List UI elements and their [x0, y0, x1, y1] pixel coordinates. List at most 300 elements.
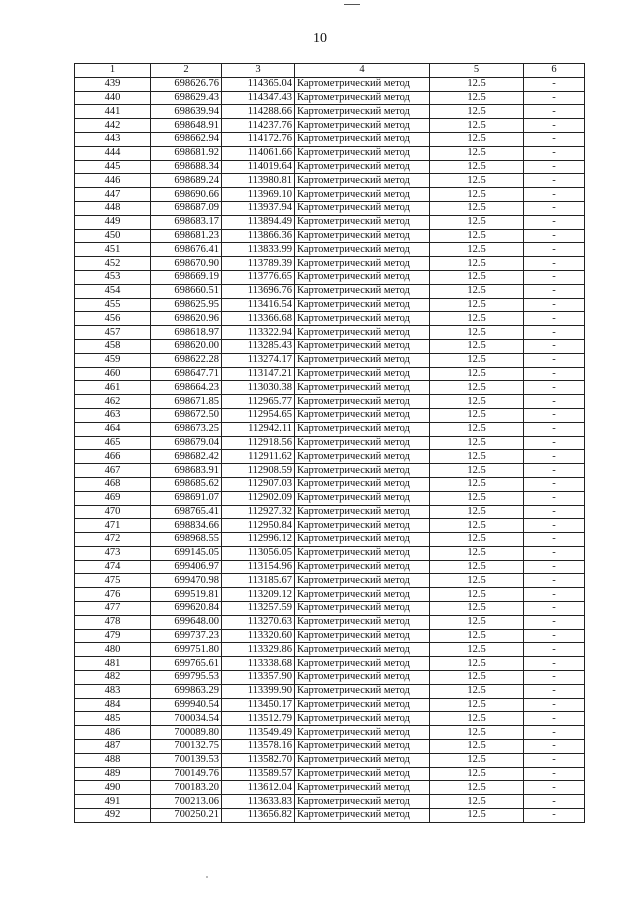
point-number-cell: 463 — [75, 408, 151, 422]
method-cell: Картометрический метод — [295, 505, 430, 519]
method-cell: Картометрический метод — [295, 629, 430, 643]
accuracy-cell: 12.5 — [430, 809, 524, 823]
point-number-cell: 465 — [75, 436, 151, 450]
column-header-4: 4 — [295, 64, 430, 78]
table-row — [75, 533, 585, 547]
note-cell: - — [524, 726, 585, 740]
x-coordinate-cell: 698968.55 — [151, 533, 222, 547]
y-coordinate-cell: 113270.63 — [222, 615, 295, 629]
method-cell: Картометрический метод — [295, 809, 430, 823]
x-coordinate-cell: 700132.75 — [151, 740, 222, 754]
y-coordinate-cell: 112908.59 — [222, 464, 295, 478]
accuracy-cell: 12.5 — [430, 381, 524, 395]
point-number-cell: 471 — [75, 519, 151, 533]
accuracy-cell: 12.5 — [430, 781, 524, 795]
x-coordinate-cell: 699863.29 — [151, 684, 222, 698]
note-cell: - — [524, 215, 585, 229]
point-number-cell: 489 — [75, 767, 151, 781]
method-cell: Картометрический метод — [295, 422, 430, 436]
y-coordinate-cell: 113789.39 — [222, 257, 295, 271]
note-cell: - — [524, 257, 585, 271]
point-number-cell: 468 — [75, 477, 151, 491]
accuracy-cell: 12.5 — [430, 146, 524, 160]
method-cell: Картометрический метод — [295, 160, 430, 174]
note-cell: - — [524, 201, 585, 215]
accuracy-cell: 12.5 — [430, 312, 524, 326]
y-coordinate-cell: 112907.03 — [222, 477, 295, 491]
method-cell: Картометрический метод — [295, 712, 430, 726]
top-rule-mark — [344, 4, 360, 5]
method-cell: Картометрический метод — [295, 298, 430, 312]
table-row — [75, 477, 585, 491]
table-row — [75, 560, 585, 574]
column-header-6: 6 — [524, 64, 585, 78]
x-coordinate-cell: 700149.76 — [151, 767, 222, 781]
method-cell: Картометрический метод — [295, 146, 430, 160]
y-coordinate-cell: 112954.65 — [222, 408, 295, 422]
note-cell: - — [524, 270, 585, 284]
x-coordinate-cell: 698660.51 — [151, 284, 222, 298]
x-coordinate-cell: 698647.71 — [151, 367, 222, 381]
table-row — [75, 629, 585, 643]
table-row — [75, 243, 585, 257]
y-coordinate-cell: 113450.17 — [222, 698, 295, 712]
accuracy-cell: 12.5 — [430, 767, 524, 781]
accuracy-cell: 12.5 — [430, 740, 524, 754]
accuracy-cell: 12.5 — [430, 395, 524, 409]
method-cell: Картометрический метод — [295, 243, 430, 257]
x-coordinate-cell: 698688.34 — [151, 160, 222, 174]
table-row — [75, 753, 585, 767]
x-coordinate-cell: 698673.25 — [151, 422, 222, 436]
point-number-cell: 442 — [75, 119, 151, 133]
x-coordinate-cell: 698765.41 — [151, 505, 222, 519]
y-coordinate-cell: 113320.60 — [222, 629, 295, 643]
table-row — [75, 698, 585, 712]
x-coordinate-cell: 698672.50 — [151, 408, 222, 422]
note-cell: - — [524, 381, 585, 395]
accuracy-cell: 12.5 — [430, 367, 524, 381]
y-coordinate-cell: 112965.77 — [222, 395, 295, 409]
table-row — [75, 270, 585, 284]
x-coordinate-cell: 698629.43 — [151, 91, 222, 105]
note-cell: - — [524, 450, 585, 464]
y-coordinate-cell: 114061.66 — [222, 146, 295, 160]
y-coordinate-cell: 113416.54 — [222, 298, 295, 312]
accuracy-cell: 12.5 — [430, 339, 524, 353]
table-row — [75, 781, 585, 795]
accuracy-cell: 12.5 — [430, 671, 524, 685]
note-cell: - — [524, 684, 585, 698]
method-cell: Картометрический метод — [295, 753, 430, 767]
x-coordinate-cell: 698648.91 — [151, 119, 222, 133]
y-coordinate-cell: 113322.94 — [222, 326, 295, 340]
note-cell: - — [524, 781, 585, 795]
y-coordinate-cell: 113329.86 — [222, 643, 295, 657]
method-cell: Картометрический метод — [295, 726, 430, 740]
point-number-cell: 451 — [75, 243, 151, 257]
note-cell: - — [524, 298, 585, 312]
note-cell: - — [524, 477, 585, 491]
x-coordinate-cell: 698670.90 — [151, 257, 222, 271]
note-cell: - — [524, 339, 585, 353]
table-row — [75, 684, 585, 698]
note-cell: - — [524, 464, 585, 478]
y-coordinate-cell: 113512.79 — [222, 712, 295, 726]
note-cell: - — [524, 243, 585, 257]
y-coordinate-cell: 113776.65 — [222, 270, 295, 284]
method-cell: Картометрический метод — [295, 229, 430, 243]
point-number-cell: 470 — [75, 505, 151, 519]
table-row — [75, 160, 585, 174]
accuracy-cell: 12.5 — [430, 201, 524, 215]
y-coordinate-cell: 112996.12 — [222, 533, 295, 547]
x-coordinate-cell: 698690.66 — [151, 188, 222, 202]
note-cell: - — [524, 160, 585, 174]
table-row — [75, 312, 585, 326]
point-number-cell: 446 — [75, 174, 151, 188]
table-row — [75, 91, 585, 105]
note-cell: - — [524, 712, 585, 726]
table-row — [75, 450, 585, 464]
x-coordinate-cell: 699737.23 — [151, 629, 222, 643]
x-coordinate-cell: 698681.92 — [151, 146, 222, 160]
table-row — [75, 284, 585, 298]
method-cell: Картометрический метод — [295, 615, 430, 629]
method-cell: Картометрический метод — [295, 353, 430, 367]
y-coordinate-cell: 114019.64 — [222, 160, 295, 174]
point-number-cell: 454 — [75, 284, 151, 298]
table-row — [75, 809, 585, 823]
point-number-cell: 492 — [75, 809, 151, 823]
y-coordinate-cell: 113285.43 — [222, 339, 295, 353]
accuracy-cell: 12.5 — [430, 726, 524, 740]
y-coordinate-cell: 113185.67 — [222, 574, 295, 588]
accuracy-cell: 12.5 — [430, 77, 524, 91]
method-cell: Картометрический метод — [295, 684, 430, 698]
y-coordinate-cell: 113357.90 — [222, 671, 295, 685]
note-cell: - — [524, 422, 585, 436]
accuracy-cell: 12.5 — [430, 588, 524, 602]
table-row — [75, 353, 585, 367]
x-coordinate-cell: 699765.61 — [151, 657, 222, 671]
note-cell: - — [524, 188, 585, 202]
accuracy-cell: 12.5 — [430, 353, 524, 367]
point-number-cell: 460 — [75, 367, 151, 381]
method-cell: Картометрический метод — [295, 257, 430, 271]
method-cell: Картометрический метод — [295, 450, 430, 464]
table-row — [75, 215, 585, 229]
accuracy-cell: 12.5 — [430, 132, 524, 146]
note-cell: - — [524, 229, 585, 243]
column-header-1: 1 — [75, 64, 151, 78]
table-row — [75, 367, 585, 381]
header-row — [75, 64, 585, 78]
x-coordinate-cell: 698683.17 — [151, 215, 222, 229]
y-coordinate-cell: 113578.16 — [222, 740, 295, 754]
method-cell: Картометрический метод — [295, 602, 430, 616]
method-cell: Картометрический метод — [295, 671, 430, 685]
accuracy-cell: 12.5 — [430, 464, 524, 478]
point-number-cell: 453 — [75, 270, 151, 284]
point-number-cell: 456 — [75, 312, 151, 326]
x-coordinate-cell: 700183.20 — [151, 781, 222, 795]
accuracy-cell: 12.5 — [430, 422, 524, 436]
point-number-cell: 458 — [75, 339, 151, 353]
x-coordinate-cell: 698620.00 — [151, 339, 222, 353]
table-row — [75, 77, 585, 91]
method-cell: Картометрический метод — [295, 174, 430, 188]
table-row — [75, 119, 585, 133]
point-number-cell: 480 — [75, 643, 151, 657]
accuracy-cell: 12.5 — [430, 684, 524, 698]
accuracy-cell: 12.5 — [430, 105, 524, 119]
accuracy-cell: 12.5 — [430, 174, 524, 188]
accuracy-cell: 12.5 — [430, 615, 524, 629]
accuracy-cell: 12.5 — [430, 284, 524, 298]
x-coordinate-cell: 698679.04 — [151, 436, 222, 450]
accuracy-cell: 12.5 — [430, 546, 524, 560]
method-cell: Картометрический метод — [295, 215, 430, 229]
note-cell: - — [524, 174, 585, 188]
method-cell: Картометрический метод — [295, 740, 430, 754]
y-coordinate-cell: 113549.49 — [222, 726, 295, 740]
x-coordinate-cell: 698626.76 — [151, 77, 222, 91]
point-number-cell: 455 — [75, 298, 151, 312]
x-coordinate-cell: 698687.09 — [151, 201, 222, 215]
y-coordinate-cell: 113274.17 — [222, 353, 295, 367]
accuracy-cell: 12.5 — [430, 533, 524, 547]
y-coordinate-cell: 112911.62 — [222, 450, 295, 464]
note-cell: - — [524, 491, 585, 505]
note-cell: - — [524, 740, 585, 754]
table-row — [75, 574, 585, 588]
method-cell: Картометрический метод — [295, 491, 430, 505]
y-coordinate-cell: 113338.68 — [222, 657, 295, 671]
table-row — [75, 326, 585, 340]
y-coordinate-cell: 113612.04 — [222, 781, 295, 795]
table-row — [75, 767, 585, 781]
table-row — [75, 602, 585, 616]
x-coordinate-cell: 698669.19 — [151, 270, 222, 284]
accuracy-cell: 12.5 — [430, 491, 524, 505]
point-number-cell: 441 — [75, 105, 151, 119]
point-number-cell: 464 — [75, 422, 151, 436]
note-cell: - — [524, 671, 585, 685]
point-number-cell: 485 — [75, 712, 151, 726]
y-coordinate-cell: 112902.09 — [222, 491, 295, 505]
method-cell: Картометрический метод — [295, 326, 430, 340]
x-coordinate-cell: 699751.80 — [151, 643, 222, 657]
column-header-5: 5 — [430, 64, 524, 78]
x-coordinate-cell: 698639.94 — [151, 105, 222, 119]
point-number-cell: 490 — [75, 781, 151, 795]
table-row — [75, 643, 585, 657]
point-number-cell: 447 — [75, 188, 151, 202]
x-coordinate-cell: 698682.42 — [151, 450, 222, 464]
point-number-cell: 487 — [75, 740, 151, 754]
point-number-cell: 486 — [75, 726, 151, 740]
x-coordinate-cell: 698620.96 — [151, 312, 222, 326]
accuracy-cell: 12.5 — [430, 519, 524, 533]
table-row — [75, 381, 585, 395]
point-number-cell: 457 — [75, 326, 151, 340]
y-coordinate-cell: 113894.49 — [222, 215, 295, 229]
y-coordinate-cell: 114347.43 — [222, 91, 295, 105]
y-coordinate-cell: 113582.70 — [222, 753, 295, 767]
table-row — [75, 188, 585, 202]
note-cell: - — [524, 574, 585, 588]
note-cell: - — [524, 657, 585, 671]
table-row — [75, 339, 585, 353]
accuracy-cell: 12.5 — [430, 243, 524, 257]
point-number-cell: 472 — [75, 533, 151, 547]
y-coordinate-cell: 113589.57 — [222, 767, 295, 781]
point-number-cell: 449 — [75, 215, 151, 229]
point-number-cell: 484 — [75, 698, 151, 712]
coordinates-table — [74, 63, 585, 823]
note-cell: - — [524, 615, 585, 629]
accuracy-cell: 12.5 — [430, 270, 524, 284]
note-cell: - — [524, 132, 585, 146]
table-row — [75, 408, 585, 422]
point-number-cell: 477 — [75, 602, 151, 616]
accuracy-cell: 12.5 — [430, 574, 524, 588]
y-coordinate-cell: 114288.66 — [222, 105, 295, 119]
table-row — [75, 105, 585, 119]
point-number-cell: 440 — [75, 91, 151, 105]
method-cell: Картометрический метод — [295, 574, 430, 588]
accuracy-cell: 12.5 — [430, 160, 524, 174]
point-number-cell: 473 — [75, 546, 151, 560]
column-header-2: 2 — [151, 64, 222, 78]
table-row — [75, 229, 585, 243]
accuracy-cell: 12.5 — [430, 408, 524, 422]
y-coordinate-cell: 114172.76 — [222, 132, 295, 146]
table-row — [75, 505, 585, 519]
x-coordinate-cell: 699519.81 — [151, 588, 222, 602]
table-row — [75, 491, 585, 505]
note-cell: - — [524, 629, 585, 643]
note-cell: - — [524, 408, 585, 422]
y-coordinate-cell: 113696.76 — [222, 284, 295, 298]
table-row — [75, 422, 585, 436]
note-cell: - — [524, 353, 585, 367]
point-number-cell: 450 — [75, 229, 151, 243]
x-coordinate-cell: 700034.54 — [151, 712, 222, 726]
point-number-cell: 459 — [75, 353, 151, 367]
y-coordinate-cell: 113147.21 — [222, 367, 295, 381]
note-cell: - — [524, 809, 585, 823]
x-coordinate-cell: 699648.00 — [151, 615, 222, 629]
note-cell: - — [524, 533, 585, 547]
x-coordinate-cell: 700139.53 — [151, 753, 222, 767]
x-coordinate-cell: 698662.94 — [151, 132, 222, 146]
x-coordinate-cell: 700089.80 — [151, 726, 222, 740]
x-coordinate-cell: 700213.06 — [151, 795, 222, 809]
point-number-cell: 462 — [75, 395, 151, 409]
accuracy-cell: 12.5 — [430, 795, 524, 809]
table-row — [75, 464, 585, 478]
x-coordinate-cell: 698671.85 — [151, 395, 222, 409]
point-number-cell: 479 — [75, 629, 151, 643]
table-row — [75, 726, 585, 740]
point-number-cell: 481 — [75, 657, 151, 671]
x-coordinate-cell: 699406.97 — [151, 560, 222, 574]
page-number: 10 — [313, 31, 327, 46]
note-cell: - — [524, 312, 585, 326]
x-coordinate-cell: 698625.95 — [151, 298, 222, 312]
point-number-cell: 483 — [75, 684, 151, 698]
point-number-cell: 467 — [75, 464, 151, 478]
y-coordinate-cell: 113969.10 — [222, 188, 295, 202]
note-cell: - — [524, 284, 585, 298]
point-number-cell: 444 — [75, 146, 151, 160]
accuracy-cell: 12.5 — [430, 119, 524, 133]
y-coordinate-cell: 112918.56 — [222, 436, 295, 450]
method-cell: Картометрический метод — [295, 77, 430, 91]
y-coordinate-cell: 112950.84 — [222, 519, 295, 533]
accuracy-cell: 12.5 — [430, 215, 524, 229]
point-number-cell: 491 — [75, 795, 151, 809]
y-coordinate-cell: 113257.59 — [222, 602, 295, 616]
method-cell: Картометрический метод — [295, 339, 430, 353]
point-number-cell: 488 — [75, 753, 151, 767]
accuracy-cell: 12.5 — [430, 698, 524, 712]
method-cell: Картометрический метод — [295, 519, 430, 533]
point-number-cell: 474 — [75, 560, 151, 574]
x-coordinate-cell: 698676.41 — [151, 243, 222, 257]
table-row — [75, 546, 585, 560]
method-cell: Картометрический метод — [295, 477, 430, 491]
note-cell: - — [524, 505, 585, 519]
accuracy-cell: 12.5 — [430, 188, 524, 202]
method-cell: Картометрический метод — [295, 560, 430, 574]
point-number-cell: 452 — [75, 257, 151, 271]
accuracy-cell: 12.5 — [430, 505, 524, 519]
accuracy-cell: 12.5 — [430, 229, 524, 243]
scan-speck — [206, 876, 208, 878]
table-row — [75, 201, 585, 215]
y-coordinate-cell: 113866.36 — [222, 229, 295, 243]
point-number-cell: 476 — [75, 588, 151, 602]
table-row — [75, 740, 585, 754]
method-cell: Картометрический метод — [295, 795, 430, 809]
table-body — [75, 77, 585, 822]
table-row — [75, 519, 585, 533]
method-cell: Картометрический метод — [295, 408, 430, 422]
y-coordinate-cell: 113633.83 — [222, 795, 295, 809]
method-cell: Картометрический метод — [295, 643, 430, 657]
note-cell: - — [524, 767, 585, 781]
accuracy-cell: 12.5 — [430, 477, 524, 491]
accuracy-cell: 12.5 — [430, 436, 524, 450]
point-number-cell: 475 — [75, 574, 151, 588]
table-row — [75, 657, 585, 671]
y-coordinate-cell: 113937.94 — [222, 201, 295, 215]
note-cell: - — [524, 105, 585, 119]
x-coordinate-cell: 698618.97 — [151, 326, 222, 340]
accuracy-cell: 12.5 — [430, 560, 524, 574]
accuracy-cell: 12.5 — [430, 257, 524, 271]
point-number-cell: 482 — [75, 671, 151, 685]
table-row — [75, 298, 585, 312]
x-coordinate-cell: 698689.24 — [151, 174, 222, 188]
note-cell: - — [524, 519, 585, 533]
method-cell: Картометрический метод — [295, 270, 430, 284]
x-coordinate-cell: 698685.62 — [151, 477, 222, 491]
method-cell: Картометрический метод — [295, 132, 430, 146]
